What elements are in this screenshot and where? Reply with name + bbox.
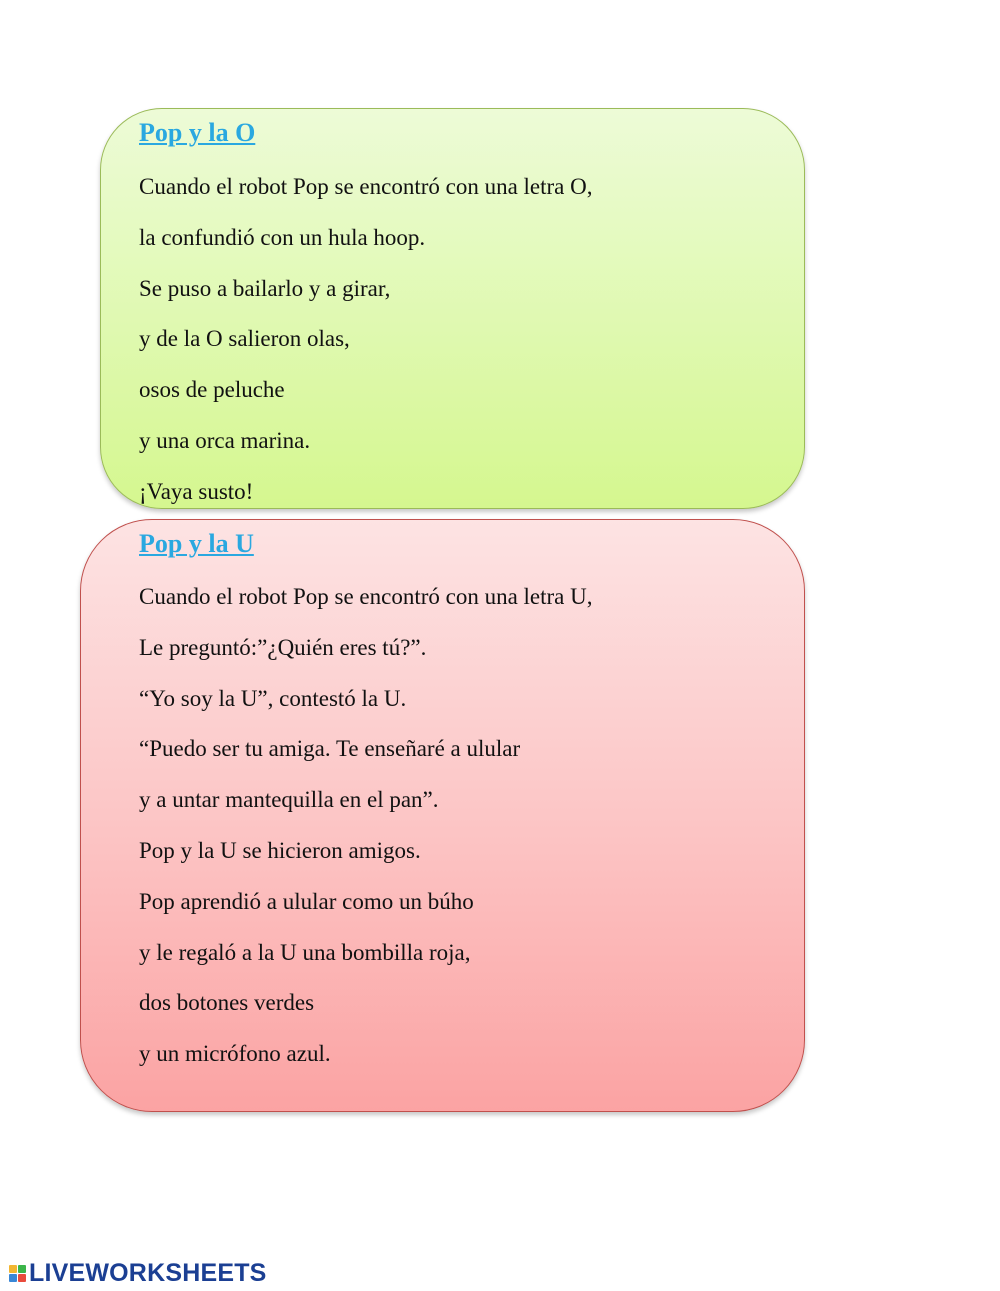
poem-line: Cuando el robot Pop se encontró con una letra O, xyxy=(139,174,593,199)
poem-line: y le regaló a la U una bombilla roja, xyxy=(139,939,471,965)
poem-line: la confundió con un hula hoop. xyxy=(139,224,426,250)
poem-line: Pop aprendió a ulular como un búho xyxy=(139,888,474,914)
logo-square xyxy=(9,1265,17,1273)
logo-square xyxy=(9,1274,17,1282)
poem-line: ¡Vaya susto! xyxy=(139,478,254,504)
poem-o-lines xyxy=(139,172,593,528)
poem-line: y de la O salieron olas, xyxy=(139,326,350,352)
poem-line: y un micrófono azul. xyxy=(139,1041,331,1067)
poem-line: “Puedo ser tu amiga. Te enseñaré a ulular xyxy=(139,736,521,762)
liveworksheets-logo-icon xyxy=(9,1265,26,1282)
poem-line: y a untar mantequilla en el pan”. xyxy=(139,787,439,813)
poem-o-title: Pop y la O xyxy=(139,118,256,147)
poem-line: Pop y la U se hicieron amigos. xyxy=(139,837,421,863)
poem-line: osos de peluche xyxy=(139,377,285,403)
poem-u-title: Pop y la U xyxy=(139,529,254,558)
poem-u-lines xyxy=(139,582,593,1090)
logo-square xyxy=(18,1265,26,1273)
poem-line: Cuando el robot Pop se encontró con una letra U, xyxy=(139,584,593,609)
poem-line: dos botones verdes xyxy=(139,990,315,1016)
poem-line: Se puso a bailarlo y a girar, xyxy=(139,275,391,301)
logo-square xyxy=(18,1274,26,1282)
logo-text: LIVEWORKSHEETS xyxy=(29,1259,267,1287)
liveworksheets-logo[interactable] xyxy=(9,1259,267,1287)
poem-line: y una orca marina. xyxy=(139,427,311,453)
poem-line: Le preguntó:”¿Quién eres tú?”. xyxy=(139,634,427,660)
poem-line: “Yo soy la U”, contestó la U. xyxy=(139,685,407,711)
